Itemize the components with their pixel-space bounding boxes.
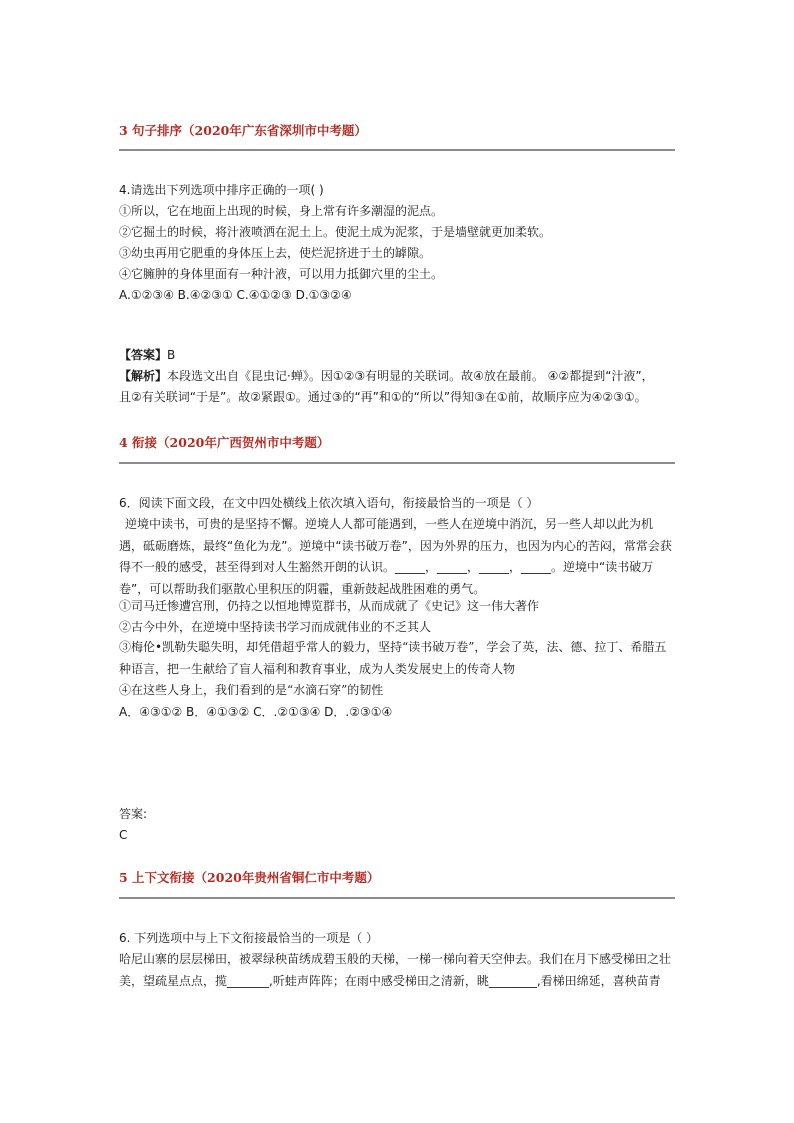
list-item: ②它掘土的时候，将汁液喷洒在泥土上。使泥土成为泥浆，于是墙壁就更加柔软。	[119, 225, 552, 239]
question-stem: 4.请选出下列选项中排序正确的一项( )	[119, 183, 324, 197]
answer-label: 答案:	[119, 807, 148, 821]
question-stem: 6. 下列选项中与上下文衔接最恰当的一项是（ ）	[119, 931, 379, 945]
list-item: ③幼虫再用它肥重的身体压上去，使烂泥挤进于土的罅隙。	[119, 246, 432, 260]
section-heading: 5 上下文衔接（2020年贵州省铜仁市中考题）	[119, 870, 380, 885]
list-item: ④在这些人身上，我们看到的是“水滴石穿”的韧性	[119, 683, 384, 697]
section-divider	[119, 149, 675, 151]
reading-passage: 逆境中读书，可贵的是坚持不懈。逆境人人都可能遇到，一些人在逆境中消沉，另一些人却以此为机遇，砥砺磨炼，最终“鱼化为龙”。逆境中“读书破万卷”，因为外界的压力，也因为内心的苦闷，常常会获得不一般的感受，甚至得到对人生豁然开朗的认识。_____，_____，_____，_____。逆境中“读书破万卷”，可以帮助我们驱散心里积压的阴霾，重新鼓起战胜困难的勇气。	[119, 517, 672, 596]
answer-label: 【答案】	[119, 348, 168, 362]
section-divider	[119, 897, 675, 899]
answer-value: C	[119, 828, 128, 842]
answer-value: B	[167, 348, 176, 362]
list-item: ④它臃肿的身体里面有一种汁液，可以用力抵御穴里的尘土。	[119, 267, 444, 281]
reading-passage: 哈尼山寨的层层梯田，被翠绿秧苗绣成碧玉般的天梯，一梯一梯向着天空伸去。我们在月下感受梯田之壮美，望疏星点点，揽_______,听蛙声阵阵；在雨中感受梯田之清新，眺________,看梯田绵延，喜秧苗青	[119, 952, 672, 988]
list-item: ③梅伦•凯勒失聪失明，却凭借超乎常人的毅力，坚持“读书破万卷”，学会了英，法、德、拉丁、希腊五种语言，把一生献给了盲人福利和教育事业，成为人类发展史上的传奇人物	[119, 640, 667, 676]
section-divider	[119, 462, 675, 464]
section-heading: 3 句子排序（2020年广东省深圳市中考题）	[119, 123, 367, 138]
answer-options: A.①②③④ B.④②③① C.④①②③ D.①③②④	[119, 288, 352, 302]
section-heading: 4 衔接（2020年广西贺州市中考题）	[119, 435, 330, 450]
answer-line	[119, 348, 175, 362]
list-item: ②古今中外，在逆境中坚持读书学习而成就伟业的不乏其人	[119, 620, 432, 634]
list-item: ①所以，它在地面上出现的时候，身上常有许多潮湿的泥点。	[119, 204, 444, 218]
answer-options: A．④③①② B．④①③② C．.②①③④ D．.②③①④	[119, 705, 393, 719]
analysis-label: 【解析】	[119, 369, 168, 383]
question-stem: 6．阅读下面文段，在文中四处横线上依次填入语句，衔接最恰当的一项是（ ）	[119, 496, 539, 510]
analysis-text-continued: 且②有关联词“于是”。故②紧跟①。通过③的“再”和①的“所以”得知③在①前，故顺序应为④②③①。	[119, 390, 647, 404]
analysis-text: 本段选文出自《昆虫记·蝉》。因①②③有明显的关联词。故④放在最前。 ④②都提到“汁液”，	[167, 369, 654, 383]
list-item: ①司马迁惨遭宫刑，仍持之以恒地博览群书，从而成就了《史记》这一伟大著作	[119, 599, 540, 613]
analysis-line	[119, 369, 654, 383]
